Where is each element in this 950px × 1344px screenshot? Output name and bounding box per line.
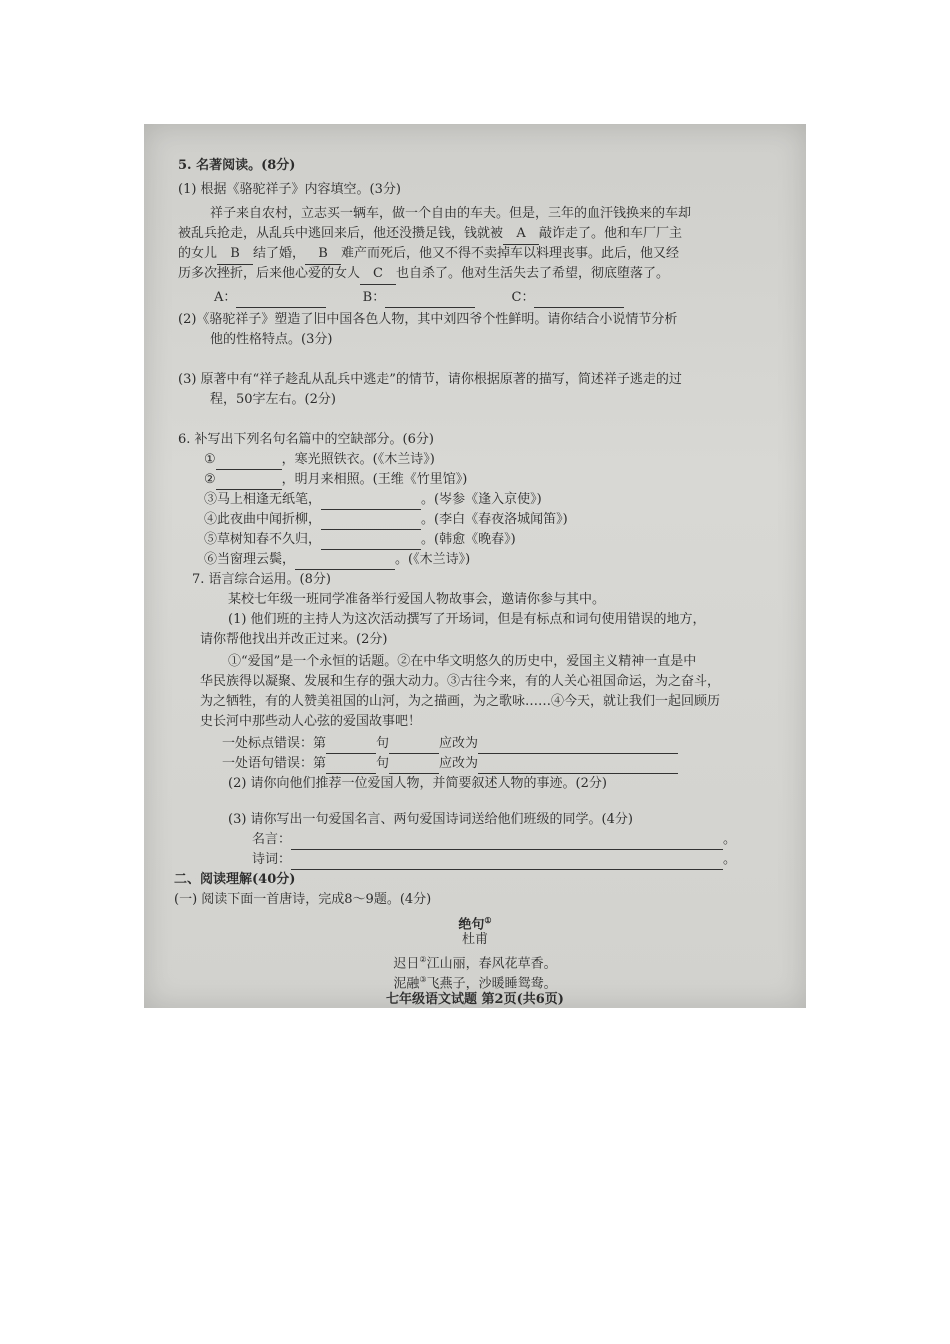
q6-item bbox=[204, 490, 776, 510]
poem-author: 杜甫 bbox=[461, 932, 488, 947]
q5-sub3-line1: (3) 原著中有“祥子趁乱从乱兵中逃走”的情节，请你根据原著的描写，简述祥子逃走的过 bbox=[178, 372, 682, 387]
q5-passage-line4 bbox=[178, 264, 776, 285]
shici-blank[interactable] bbox=[291, 854, 723, 870]
text: 被乱兵抢走，从乱兵中逃回来后，他还没攒足钱，钱就被 bbox=[178, 226, 504, 241]
label: 应改为 bbox=[439, 736, 479, 751]
item-number: ② bbox=[204, 472, 216, 487]
item-source: 。(《木兰诗》) bbox=[395, 552, 471, 567]
q5-passage-line2 bbox=[178, 224, 776, 245]
sentence-fix-blank[interactable] bbox=[478, 758, 678, 774]
label: 名言： bbox=[252, 832, 292, 847]
scanned-exam-page bbox=[144, 124, 806, 1008]
answer-c-blank[interactable] bbox=[534, 292, 624, 308]
answer-b-label: B： bbox=[362, 290, 386, 305]
text: 敲诈走了。他和车厂厂主 bbox=[539, 226, 683, 241]
label: 诗词： bbox=[252, 852, 292, 867]
punct-fix-blank[interactable] bbox=[478, 738, 678, 754]
q7-sub2: (2) 请你向他们推荐一位爱国人物，并简要叙述人物的事迹。(2分) bbox=[228, 776, 607, 791]
q7-error-sentence-row bbox=[222, 754, 776, 774]
q7-title: 7. 语言综合运用。(8分) bbox=[192, 572, 331, 587]
period: 。 bbox=[723, 852, 737, 867]
q5-answer-line bbox=[214, 288, 776, 308]
q7-shici-row bbox=[252, 850, 776, 870]
poem-title-text: 绝句 bbox=[458, 917, 485, 933]
spacer-blank bbox=[389, 738, 439, 754]
q7-paragraph-line2: 华民族得以凝聚、发展和生存的强大动力。③古往今来，有的人关心祖国命运，为之奋斗， bbox=[200, 674, 721, 689]
item-prefix: 当窗理云鬓， bbox=[217, 552, 296, 567]
q7-paragraph-line3: 为之牺牲，有的人赞美祖国的山河，为之描画，为之歌咏……④今天，就让我们一起回顾历 bbox=[200, 694, 721, 709]
blank-b1[interactable]: B bbox=[217, 244, 253, 265]
q7-paragraph-line4: 史长河中那些动人心弦的爱国故事吧！ bbox=[200, 714, 422, 729]
poem-blank[interactable] bbox=[295, 554, 395, 570]
q5-title: 5. 名著阅读。(8分) bbox=[178, 158, 296, 173]
q6-item bbox=[204, 450, 776, 470]
text: 迟日 bbox=[393, 956, 420, 972]
footnote-mark: ③ bbox=[419, 975, 427, 984]
q5-sub1: (1) 根据《骆驼祥子》内容填空。(3分) bbox=[178, 182, 401, 197]
q7-intro: 某校七年级一班同学准备举行爱国人物故事会，邀请你参与其中。 bbox=[228, 592, 606, 607]
q5-passage-line3 bbox=[178, 244, 776, 265]
item-source: 。(岑参《逢入京使》) bbox=[421, 492, 542, 507]
poem-blank[interactable] bbox=[216, 474, 282, 490]
sentence-number-blank[interactable] bbox=[326, 758, 376, 774]
q6-item bbox=[204, 550, 776, 570]
q7-sub3: (3) 请你写出一句爱国名言、两句爱国诗词送给他们班级的同学。(4分) bbox=[228, 812, 633, 827]
q6-item bbox=[204, 470, 776, 490]
item-prefix: 此夜曲中闻折柳， bbox=[217, 512, 322, 527]
section2-sub1: (一) 阅读下面一首唐诗，完成8～9题。(4分) bbox=[174, 892, 432, 907]
poem-blank[interactable] bbox=[321, 534, 421, 550]
poem-blank[interactable] bbox=[216, 454, 282, 470]
punct-sentence-blank[interactable] bbox=[326, 738, 376, 754]
item-number: ⑥ bbox=[204, 552, 218, 567]
item-prefix: 马上相逢无纸笔， bbox=[217, 492, 322, 507]
section2-title: 二、阅读理解(40分) bbox=[174, 872, 296, 887]
text: 江山丽，春风花草香。 bbox=[426, 956, 557, 972]
answer-c-label: C： bbox=[511, 290, 535, 305]
text: 也自杀了。他对生活失去了希望，彻底堕落了。 bbox=[396, 266, 670, 281]
text: 结了婚， bbox=[253, 246, 306, 261]
label: 一处标点错误：第 bbox=[222, 736, 327, 751]
q6-title: 6. 补写出下列名句名篇中的空缺部分。(6分) bbox=[178, 432, 434, 447]
item-number: ① bbox=[204, 452, 216, 467]
item-number: ③ bbox=[204, 492, 218, 507]
answer-b-blank[interactable] bbox=[385, 292, 475, 308]
answer-a-label: A： bbox=[214, 290, 237, 305]
footnote-mark: ② bbox=[419, 955, 427, 964]
label: 一处语句错误：第 bbox=[222, 756, 327, 771]
item-source: 。(韩愈《晚春》) bbox=[421, 532, 516, 547]
mingyan-blank[interactable] bbox=[291, 834, 723, 850]
label: 应改为 bbox=[439, 756, 479, 771]
q6-item bbox=[204, 510, 776, 530]
q7-paragraph-line1: ①“爱国”是一个永恒的话题。②在中华文明悠久的历史中，爱国主义精神一直是中 bbox=[228, 654, 697, 669]
blank-b2[interactable]: B bbox=[305, 244, 341, 265]
text: 泥融 bbox=[393, 976, 420, 992]
q7-sub1-line1: (1) 他们班的主持人为这次活动撰写了开场词，但是有标点和词句使用错误的地方， bbox=[228, 612, 706, 627]
item-source: 。(李白《春夜洛城闻笛》) bbox=[421, 512, 568, 527]
text: 难产而死后，他又不得不卖掉车以料理丧事。此后，他又经 bbox=[341, 246, 680, 261]
q7-sub1-line2: 请你帮他找出并改正过来。(2分) bbox=[200, 632, 388, 647]
q7-mingyan-row bbox=[252, 830, 776, 850]
item-source: ，明月来相照。(王维《竹里馆》) bbox=[281, 472, 468, 487]
q5-sub2-line1: (2)《骆驼祥子》塑造了旧中国各色人物，其中刘四爷个性鲜明。请你结合小说情节分析 bbox=[178, 312, 678, 327]
q5-passage-line1: 祥子来自农村，立志买一辆车，做一个自由的车夫。但是，三年的血汗钱换来的车却 bbox=[210, 206, 692, 221]
item-prefix: 草树知春不久归， bbox=[217, 532, 322, 547]
page-footer: 七年级语文试题 第2页(共6页) bbox=[386, 992, 564, 1007]
item-source: ，寒光照铁衣。(《木兰诗》) bbox=[281, 452, 435, 467]
item-number: ④ bbox=[204, 512, 218, 527]
spacer-blank bbox=[389, 758, 439, 774]
text: 飞燕子，沙暖睡鸳鸯。 bbox=[426, 976, 557, 992]
q6-item bbox=[204, 530, 776, 550]
label: 句 bbox=[376, 736, 390, 751]
text: 历多次挫折，后来他心爱的女人 bbox=[178, 266, 361, 281]
item-number: ⑤ bbox=[204, 532, 218, 547]
text: 的女儿 bbox=[178, 246, 218, 261]
q5-sub3-line2: 程，50字左右。(2分) bbox=[210, 392, 336, 407]
q5-sub2-line2: 他的性格特点。(3分) bbox=[210, 332, 333, 347]
blank-c[interactable]: C bbox=[360, 264, 396, 285]
period: 。 bbox=[723, 832, 737, 847]
label: 句 bbox=[376, 756, 390, 771]
answer-a-blank[interactable] bbox=[236, 292, 326, 308]
q7-error-punct-row bbox=[222, 734, 776, 754]
poem-blank[interactable] bbox=[321, 514, 421, 530]
blank-a[interactable]: A bbox=[503, 224, 539, 245]
poem-blank[interactable] bbox=[321, 494, 421, 510]
footnote-mark: ① bbox=[484, 915, 492, 925]
